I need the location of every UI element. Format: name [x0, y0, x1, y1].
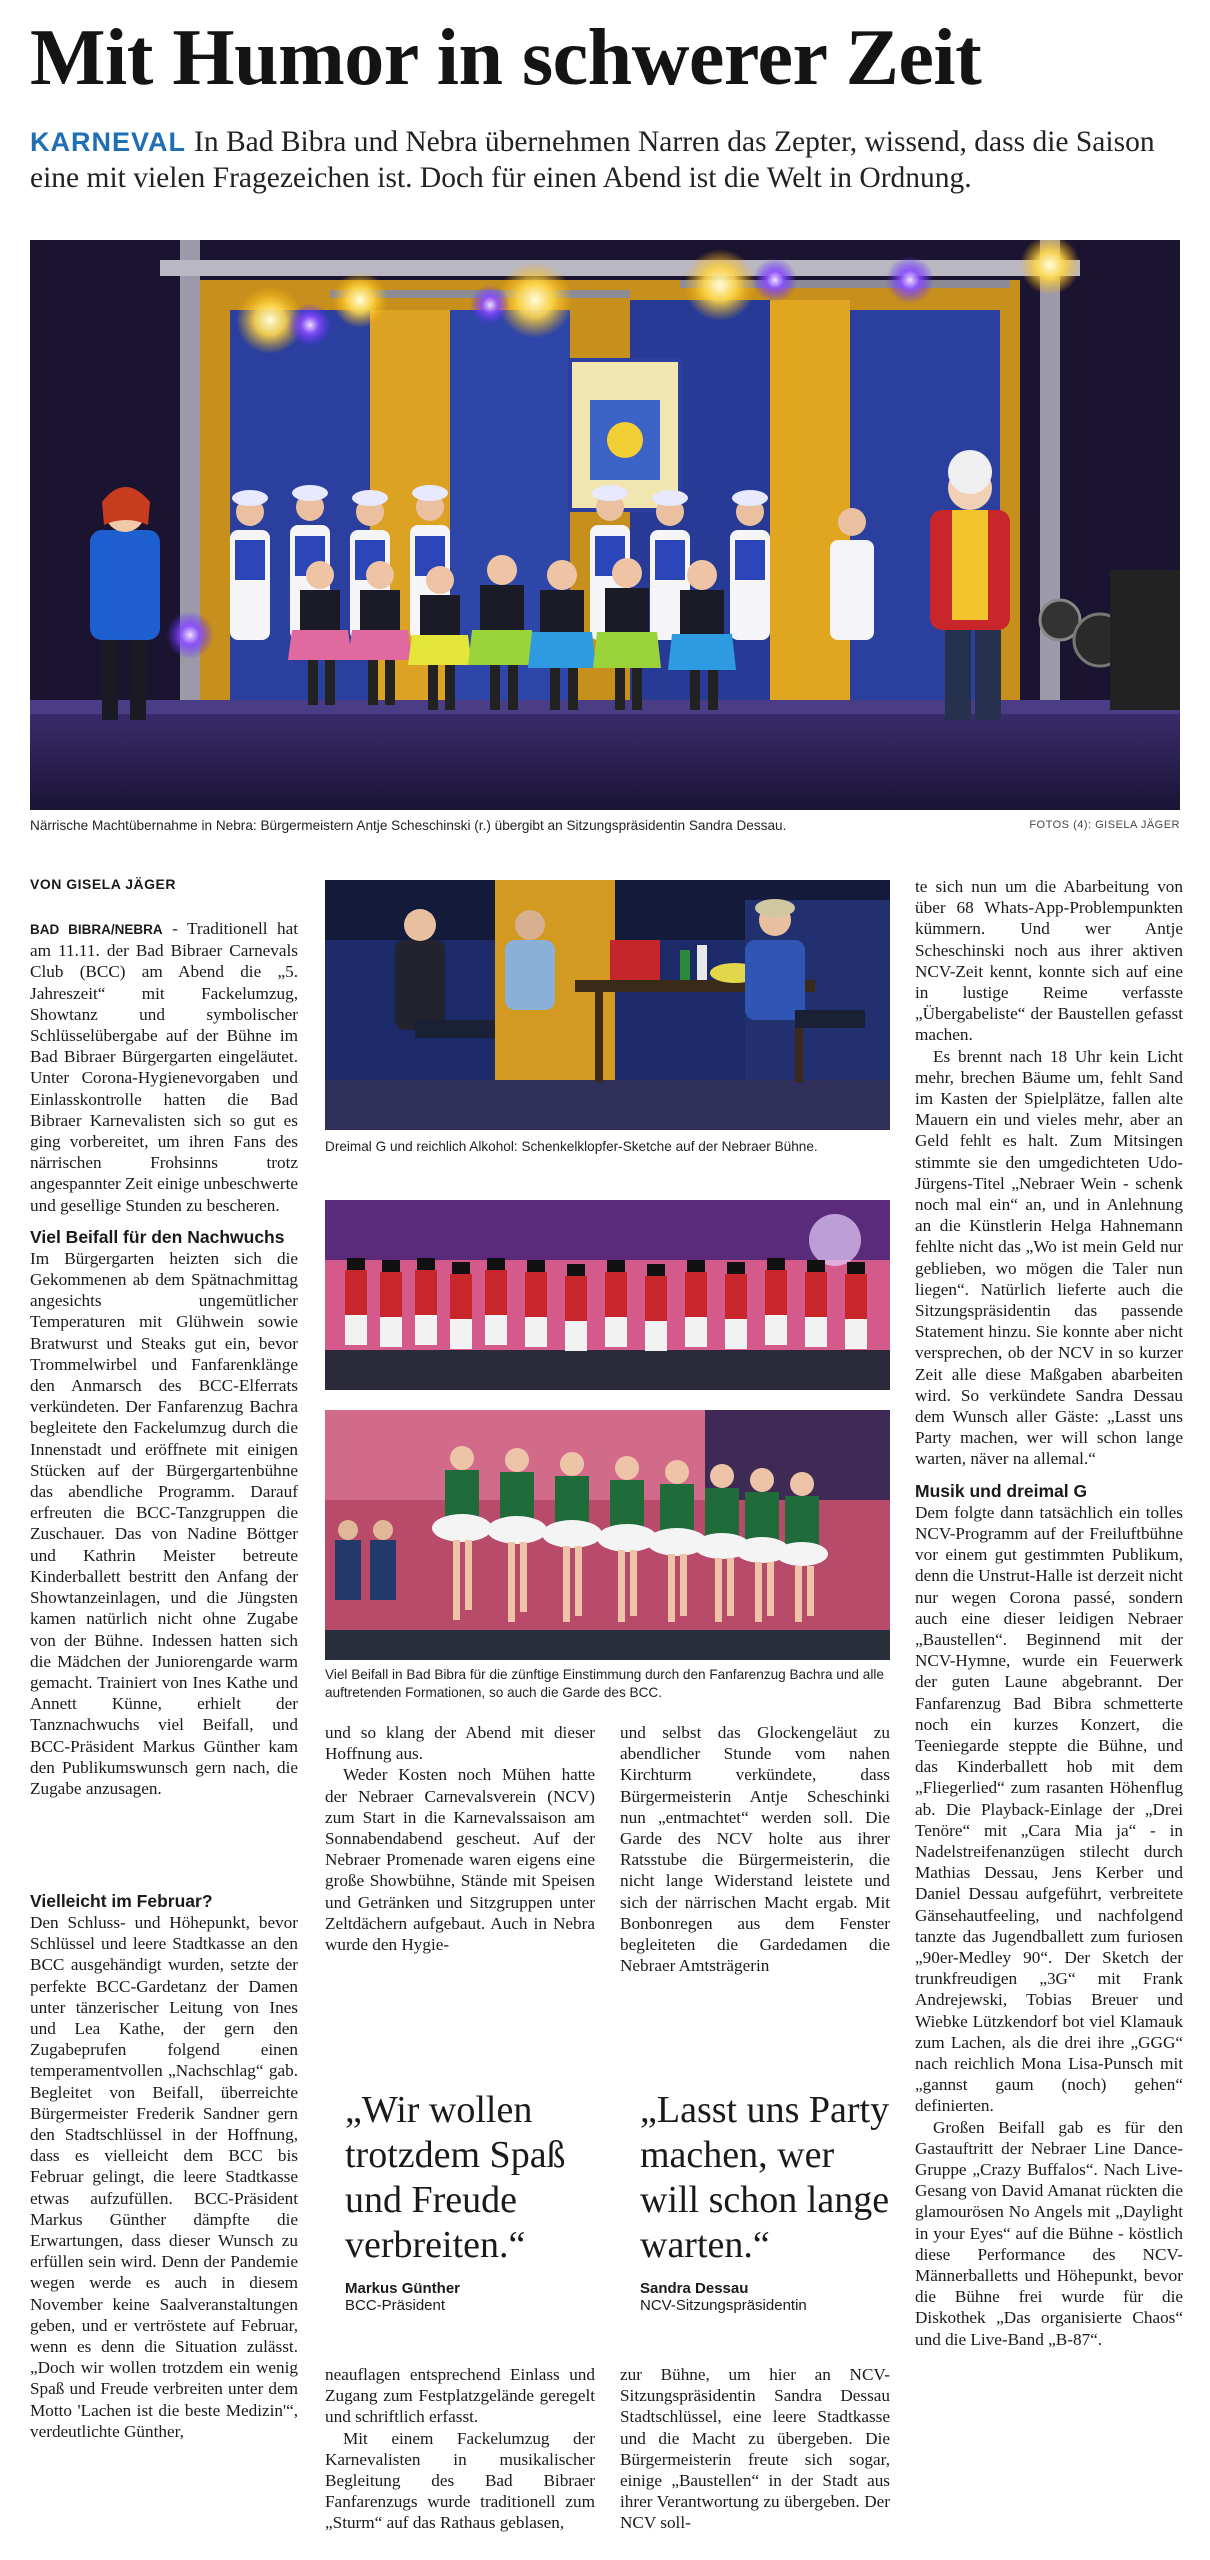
- subheading-februar: Vielleicht im Februar?: [30, 1891, 213, 1911]
- author: VON GISELA JÄGER: [30, 876, 176, 892]
- lead-text: - Traditionell hat am 11.11. der Bad Bibraer Carnevals Club (BCC) am Abend die „5. Jahreszeit“ mit Fackelumzug, Showtanz und symbolischer Schlüsselübergabe auf der Bühne im Bad Bibraer Bürgergarten eingeläutet. Unter Corona-Hygienevorgaben und Einlasskontrolle hatten die Bad Bibraer Karnevalisten sich so gut es ging vorbereitet, um ihren Fans des närrischen Frohsinns trotz angespannter Zeit einige unbeschwerte und gesellige Stunden zu bescheren.: [30, 919, 298, 1215]
- paragraph: Großen Beifall gab es für den Gastauftritt der Nebraer Line Dance-Gruppe „Crazy Buffalos“. Nach Live-Gesang von David Amanat rückten die glamourösen No Angels mit „Daylight in your Eyes“ auf die Bühne - köstlich diese Performance des NCV-Männerballetts und Höhepunkt, bevor die Bühne frei wurde für die Diskothek „Das organisierte Chaos“ und die Live-Band „B-87“.: [915, 2117, 1183, 2349]
- photo-garde: [325, 1410, 890, 1660]
- photo-sketch: [325, 880, 890, 1130]
- garde-scene-image: [325, 1410, 890, 1660]
- teaser-text: In Bad Bibra und Nebra übernehmen Narren das Zepter, wissend, dass die Saison eine mit vielen Fragezeichen ist. Doch für einen Abend ist die Welt in Ordnung.: [30, 126, 1155, 194]
- subheading-musik: Musik und dreimal G: [915, 1480, 1088, 1501]
- quote-role: BCC-Präsident: [345, 2297, 446, 2314]
- column-3-top: [620, 1722, 890, 1976]
- paragraph: Dem folgte dann tatsächlich ein tolles NCV-Programm auf der Freiluftbühne vor einem gut gestimmten Publikum, denn die Unstrut-Halle ist derzeit nicht nur wegen Corona passé, sondern auch eine dieser leidigen Nebraer „Baustellen“. Beginnend mit der NCV-Hymne, wurde ein Feuerwerk der guten Laune abgebrannt. Der Fanfarenzug Bad Bibra schmetterte noch ein kurzes Konzert, die Teeniegarde steppte die Bühne, und das Kinderballett hob mit dem „Fliegerlied“ zum rasanten Höhenflug ab. Die Playback-Einlage der „Drei Tenöre“ mit „Cara Mia ja“ - in Nadelstreifenanzügen stilecht durch Mathias Dessau, Jens Kerber und Daniel Dessau aufgeführt, verbreitete Gänsehautfeeling, und nachfolgend tanzte das Jugendballett zum furiosen „90er-Medley 90“. Der Sketch der trunkfreudigen „3G“ mit Frank Andrejewski, Tobias Breuer und Wiebke Lützkendorf bot viel Klamauk zum Lachen, als die drei ihre „GGG“ nach reichlich Mona Lisa-Punsch mit „gannst gaum (noch) gehen“ definierten.: [915, 1502, 1183, 2116]
- column-1: [30, 918, 298, 1799]
- photo-fanfarenzug: [325, 1200, 890, 1390]
- photo-sketch-caption: Dreimal G und reichlich Alkohol: Schenkelklopfer-Sketche auf der Nebraer Bühne.: [325, 1139, 818, 1154]
- paragraph: Mit einem Fackelumzug der Karnevalisten in musikalischer Begleitung des Bad Bibraer Fanfarenzugs wurde traditionell zum „Sturm“ auf das Rathaus geblasen,: [325, 2428, 595, 2533]
- paragraph: Weder Kosten noch Mühen hatte der Nebraer Carnevalsverein (NCV) zum Start in die Karnevalssaison am Sonnabendabend gescheut. Auf der Nebraer Promenade waren eigens eine große Showbühne, Stände mit Speisen und Getränken und Sitzgruppen unter Zeltdächern aufgebaut. Auch in Nebra wurde den Hygie-: [325, 1765, 595, 1955]
- dateline: BAD BIBRA/NEBRA: [30, 922, 163, 937]
- headline: Mit Humor in schwerer Zeit: [30, 14, 982, 102]
- paragraph: Im Bürgergarten heizten sich die Gekommenen ab dem Spätnachmittag angesichts ungemütlicher Temperaturen mit Glühwein sowie Bratwurst und Steaks gut ein, bevor Trommelwirbel und Fanfarenklänge den Anmarsch des BCC-Elferrats verkündeten. Der Fanfarenzug Bachra begleitete den Fackelumzug durch die Innenstadt und eröffnete mit einigen Stücken auf der Bürgergartenbühne das abendliche Programm. Darauf erfreuten die BCC-Tanzgruppen die Zuschauer. Das von Nadine Böttger und Kathrin Meister betreute Kinderballett bestritt den Anfang der Showtanzeinlagen, und die Jüngsten kamen natürlich nicht ohne Zugabe von der Bühne. Indessen hatten sich die Mädchen der Juniorengarde warm gemacht. Trainiert von Ines Kathe und Annett Künne, erhielt der Tanznachwuchs viel Beifall, und BCC-Präsident Markus Günther kam den Publikumswunsch gern nach, die Zugabe anzusagen.: [30, 1248, 298, 1798]
- kicker: KARNEVAL: [30, 127, 186, 157]
- subheading-nachwuchs: Viel Beifall für den Nachwuchs: [30, 1226, 285, 1247]
- lead-paragraph: [30, 918, 298, 1216]
- teaser: [30, 124, 1195, 196]
- band-scene-image: [325, 1200, 890, 1390]
- quote-role: NCV-Sitzungspräsidentin: [640, 2297, 807, 2314]
- column-2-bottom: [325, 2364, 595, 2534]
- column-1-bottom: [30, 1890, 298, 2442]
- sketch-scene-image: [325, 880, 890, 1130]
- column-2-top: [325, 1722, 595, 1955]
- photo-garde-caption: Viel Beifall in Bad Bibra für die zünftige Einstimmung durch den Fanfarenzug Bachra und alle auftretenden Formationen, so auch die Garde des BCC.: [325, 1667, 884, 1700]
- paragraph: neauflagen entsprechend Einlass und Zugang zum Festplatzgelände geregelt und schriftlich erfasst.: [325, 2365, 595, 2427]
- paragraph: und selbst das Glockengeläut zu abendlicher Stunde vom nahen Kirchturm verkündete, dass Bürgermeisterin Antje Scheschinki nun „entmachtet“ werden soll. Die Garde des NCV holte aus ihrer Ratsstube die Bürgermeisterin, die nicht lange Widerstand leistete und sich der närrischen Macht ergab. Mit Bonbonregen aus dem Fenster begleiteten die Gardedamen die Nebraer Amtsträgerin: [620, 1723, 890, 1976]
- paragraph: zur Bühne, um hier an NCV-Sitzungspräsidentin Sandra Dessau Stadtschlüssel, eine leere Stadtkasse und die Macht zu übergeben. Die Bürgermeisterin freute sich sogar, einige „Baustellen“ in der Stadt aus ihrer Verantwortung zu übergeben. Der NCV soll-: [620, 2365, 890, 2533]
- quote-text: „Wir wollen trotzdem Spaß und Freude verbreiten.“: [345, 2089, 566, 2266]
- column-3-bottom: [620, 2364, 890, 2534]
- quote-name: Markus Günther: [345, 2280, 461, 2297]
- column-4: [915, 876, 1183, 2350]
- paragraph: Es brennt nach 18 Uhr kein Licht mehr, brechen Bäume um, fehlt Sand im Kasten der Spielplätze, fallen alte Mauern ein und vieles mehr, aber an Geld fehlt es halt. Zum Mitsingen stimmte sie den umgedichteten Udo-Jürgens-Titel „Nebraer Wein - schenk noch mal ein“ an, und in Anlehnung an die Künstlerin Helga Hahnemann fehlte nicht das „Wo ist mein Geld nur geblieben, wo mögen die Taler nun liegen“. Natürlich lieferte auch die Sitzungspräsidentin das passende Statement hinzu. Sie konnte aber nicht versprechen, ob der NCV in so kurzer Zeit alle diese Maßgaben abarbeiten wird. So verkündete Sandra Dessau dem Wunsch aller Gäste: „Lasst uns Party machen, wer will schon lange warten, näver na allemal.“: [915, 1046, 1183, 1469]
- byline: [30, 876, 298, 892]
- quote-text: „Lasst uns Party machen, wer will schon lange warten.“: [640, 2089, 890, 2266]
- paragraph: te sich nun um die Abarbeitung von über 68 Whats-App-Problempunkten kümmern. Und wer Antje Scheschinski noch aus ihrer aktiven NCV-Zeit kennt, konnte sich auf eine in lustige Reime verfasste „Übergabeliste“ der Baustellen gefasst machen.: [915, 877, 1183, 1045]
- main-photo: [30, 240, 1180, 810]
- quote-name: Sandra Dessau: [640, 2280, 749, 2297]
- paragraph: und so klang der Abend mit dieser Hoffnung aus.: [325, 1723, 595, 1764]
- photo-credit: FOTOS (4): GISELA JÄGER: [1029, 819, 1180, 831]
- main-photo-caption: Närrische Machtübernahme in Nebra: Bürgermeistern Antje Scheschinski (r.) übergibt an Sitzungspräsidentin Sandra Dessau.: [30, 818, 787, 833]
- pull-quote-dessau: [640, 2088, 890, 2314]
- stage-scene-image: [30, 240, 1180, 810]
- paragraph: Den Schluss- und Höhepunkt, bevor Schlüssel und leere Stadtkasse an den BCC ausgehändigt wurden, setzte der perfekte BCC-Gardetanz der Damen unter tänzerischer Leitung von Ines und Lea Kathe, der gern den Zugabeprufen folgend einen temperamentvollen „Nachschlag“ gab. Begleitet von Beifall, überreichte Bürgermeister Frederik Sandner gern den Stadtschlüssel in der Hoffnung, dass es vielleicht dem BCC bis Februar gelingt, die leere Stadtkasse etwas aufzufüllen. BCC-Präsident Markus Günther dämpfte die Erwartungen, dass dieser Wunsch zu erfüllen sein wird. Denn der Pandemie wegen werde es auch in diesem November keine Saalveranstaltungen geben, und er vertröstete auf Februar, wenn es denn die Situation zulässt. „Doch wir wollen trotzdem ein wenig Spaß und Freude verbreiten unter dem Motto 'Lachen ist die beste Medizin'“, verdeutlichte Günther,: [30, 1913, 298, 2441]
- pull-quote-guenther: [345, 2088, 595, 2314]
